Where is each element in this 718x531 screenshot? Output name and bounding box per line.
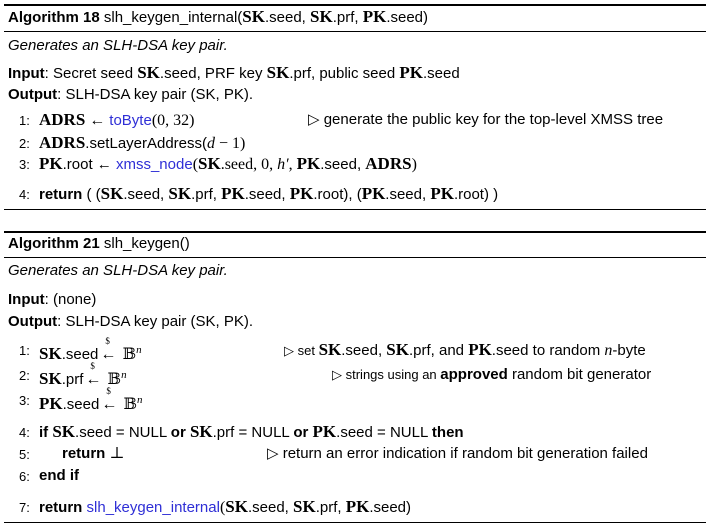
alg21-line-2-comment: ▷ strings using an approved random bit generator <box>332 366 652 383</box>
line-number: 1: <box>19 113 30 128</box>
top-rule <box>4 4 706 6</box>
line-number: 4: <box>19 425 30 440</box>
title-rule <box>4 257 706 258</box>
line-number: 3: <box>19 157 30 172</box>
alg21-line-4: if SK.seed = NULL or SK.prf = NULL or PK.seed = NULL then <box>39 422 464 441</box>
alg21-line-1: SK.seed $ ← 𝔹$^n$ <box>39 336 142 363</box>
xmss-node-function: xmss_node <box>115 156 193 173</box>
algorithm-18-description: Generates an SLH-DSA key pair. <box>8 37 228 54</box>
line-number: 4: <box>19 187 30 202</box>
alg21-line-1-comment: ▷ set SK.seed, SK.prf, and PK.seed to random n-byte <box>284 340 646 359</box>
bottom-rule <box>4 209 706 210</box>
alg21-line-5: return ⊥ <box>62 445 125 462</box>
alg18-line-1: ADRS ← toByte(0, 32) <box>39 110 195 129</box>
algorithm-21-description: Generates an SLH-DSA key pair. <box>8 262 228 279</box>
alg18-line-2: ADRS.setLayerAddress(d − 1) <box>39 133 246 152</box>
slh-keygen-internal-function: slh_keygen_internal <box>86 499 220 516</box>
tobyte-function: toByte <box>109 112 152 129</box>
line-number: 2: <box>19 136 30 151</box>
alg18-line-1-comment: ▷ generate the public key for the top-level XMSS tree <box>308 111 664 128</box>
line-number: 1: <box>19 343 30 358</box>
line-number: 2: <box>19 368 30 383</box>
alg21-line-7: return slh_keygen_internal(SK.seed, SK.prf, PK.seed) <box>39 497 412 516</box>
algorithm-18-title: Algorithm 18 slh_keygen_internal(SK.seed, SK.prf, PK.seed) <box>8 7 429 26</box>
alg21-line-5-comment: ▷ return an error indication if random bit generation failed <box>267 445 648 462</box>
top-rule <box>4 231 706 233</box>
line-number: 3: <box>19 393 30 408</box>
alg21-line-6: end if <box>39 467 79 484</box>
algorithm-21-title: Algorithm 21 slh_keygen() <box>8 235 190 252</box>
line-number: 7: <box>19 500 30 515</box>
line-number: 6: <box>19 469 30 484</box>
algorithm-18-output: Output: SLH-DSA key pair (SK, PK). <box>8 86 254 103</box>
line-number: 5: <box>19 447 30 462</box>
title-rule <box>4 31 706 32</box>
alg21-line-2: SK.prf $ ← 𝔹$^n$ <box>39 361 127 388</box>
alg18-line-4: return ( (SK.seed, SK.prf, PK.seed, PK.root), (PK.seed, PK.root) ) <box>39 184 499 203</box>
algorithm-21-output: Output: SLH-DSA key pair (SK, PK). <box>8 313 254 330</box>
algorithm-18-input: Input: Secret seed SK.seed, PRF key SK.prf, public seed PK.seed <box>8 63 460 82</box>
algorithm-21-input: Input: (none) <box>8 291 97 308</box>
alg18-line-3: PK.root ← xmss_node(SK.seed, 0, h′, PK.seed, ADRS) <box>39 154 417 173</box>
alg21-line-3: PK.seed $ ← 𝔹$^n$ <box>39 386 143 413</box>
bottom-rule <box>4 522 706 523</box>
